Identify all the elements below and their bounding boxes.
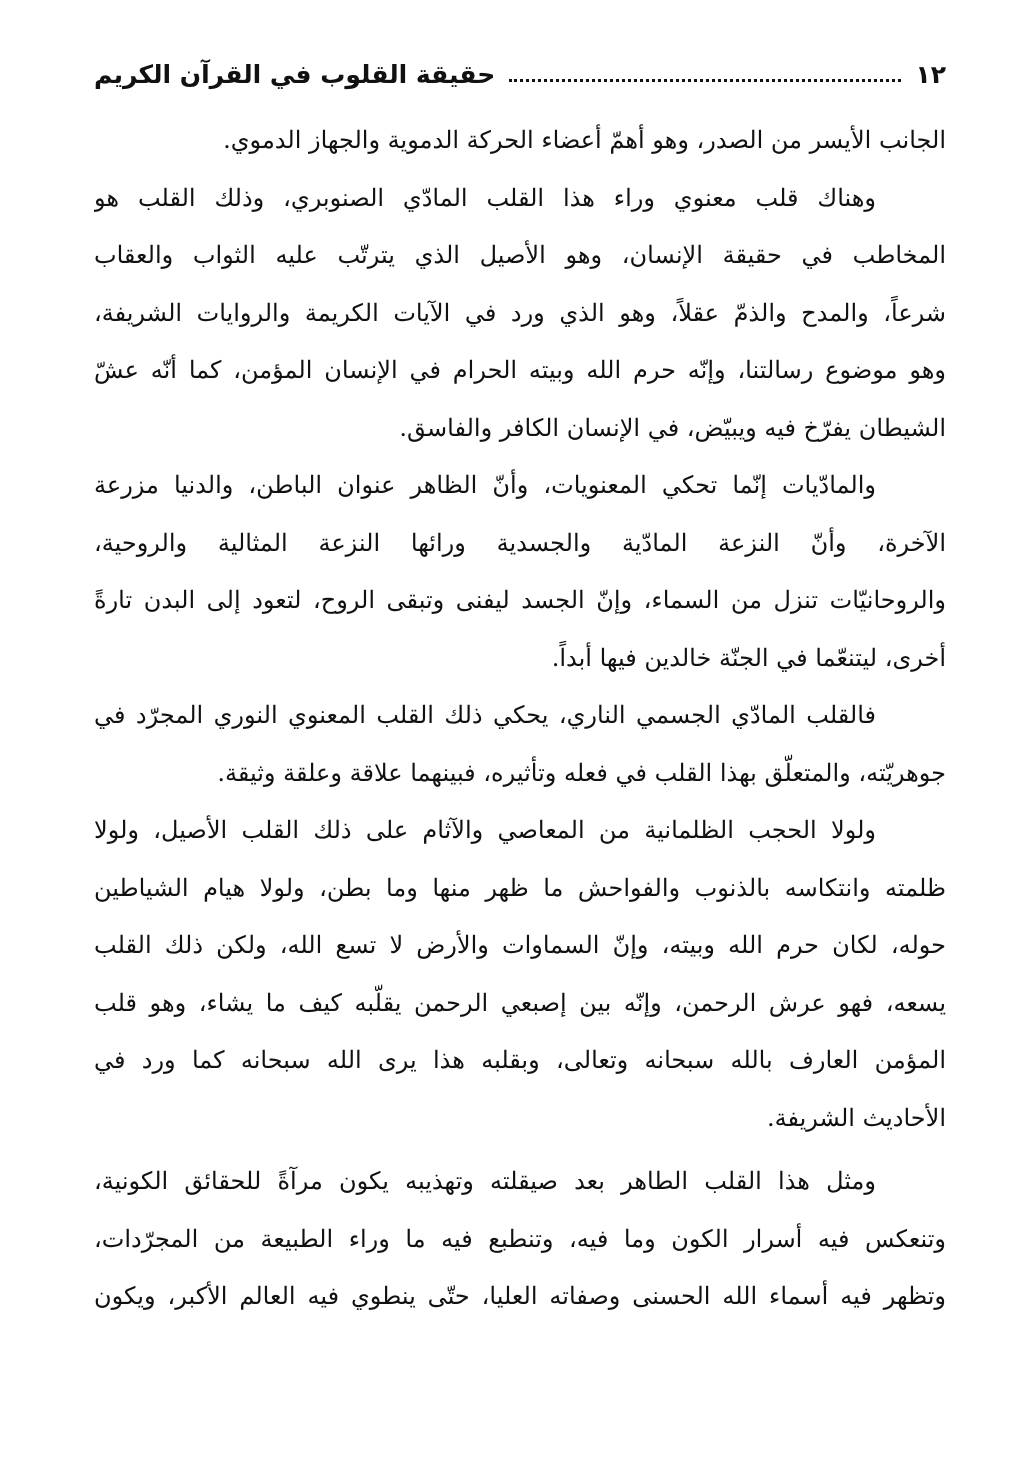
text-line: الآخرة، وأنّ النزعة المادّية والجسدية ورائها النزعة المثالية والروحية، <box>94 528 946 557</box>
paragraph <box>94 687 946 802</box>
paragraph <box>94 1153 946 1326</box>
text-line: ظلمته وانتكاسه بالذنوب والفواحش ما ظهر منها وما بطن، ولولا هيام الشياطين <box>94 873 946 902</box>
text-line: الأحاديث الشريفة. <box>766 1103 946 1132</box>
paragraph <box>94 802 946 1147</box>
text-line: المؤمن العارف بالله سبحانه وتعالى، وبقلبه هذا يرى الله سبحانه كما ورد في <box>94 1046 946 1074</box>
text-line: ومثل هذا القلب الطاهر بعد صيقلته وتهذيبه يكون مرآةً للحقائق الكونية، <box>94 1167 876 1195</box>
body-text <box>94 112 946 1326</box>
text-line: والمادّيات إنّما تحكي المعنويات، وأنّ الظاهر عنوان الباطن، والدنيا مزرعة <box>94 471 876 499</box>
text-line: جوهريّته، والمتعلّق بهذا القلب في فعله وتأثيره، فبينهما علاقة وعلقة وثيقة. <box>217 758 946 787</box>
text-line: وهو موضوع رسالتنا، وإنّه حرم الله وبيته الحرام في الإنسان المؤمن، كما أنّه عشّ <box>94 356 946 384</box>
text-line: وتظهر فيه أسماء الله الحسنى وصفاته العليا، حتّى ينطوي فيه العالم الأكبر، ويكون <box>94 1282 946 1310</box>
page-number: ١٢ <box>915 59 946 89</box>
paragraph <box>94 112 946 170</box>
text-line: وهناك قلب معنوي وراء هذا القلب المادّي الصنوبري، وذلك القلب هو <box>94 183 876 212</box>
paragraph <box>94 457 946 687</box>
text-line: أخرى، ليتنعّما في الجنّة خالدين فيها أبداً. <box>551 643 946 672</box>
text-line: فالقلب المادّي الجسمي الناري، يحكي ذلك القلب المعنوي النوري المجرّد في <box>94 701 876 729</box>
text-line: ولولا الحجب الظلمانية من المعاصي والآثام على ذلك القلب الأصيل، ولولا <box>94 816 876 844</box>
leader-dots <box>509 79 901 82</box>
text-line: المخاطب في حقيقة الإنسان، وهو الأصيل الذي يترتّب عليه الثواب والعقاب <box>94 241 946 269</box>
text-line: شرعاً، والمدح والذمّ عقلاً، وهو الذي ورد في الآيات الكريمة والروايات الشريفة، <box>94 298 946 327</box>
text-line: يسعه، فهو عرش الرحمن، وإنّه بين إصبعي الرحمن يقلّبه كيف ما يشاء، وهو قلب <box>94 988 946 1017</box>
running-title: حقيقة القلوب في القرآن الكريم <box>94 59 496 89</box>
text-line: حوله، لكان حرم الله وبيته، وإنّ السماوات والأرض لا تسع الله، ولكن ذلك القلب <box>94 931 946 959</box>
text-line: الجانب الأيسر من الصدر، وهو أهمّ أعضاء الحركة الدموية والجهاز الدموي. <box>223 126 946 154</box>
page-header <box>94 52 946 96</box>
text-line: الشيطان يفرّخ فيه ويبيّض، في الإنسان الكافر والفاسق. <box>399 413 946 442</box>
text-line: والروحانيّات تنزل من السماء، وإنّ الجسد ليفنى وتبقى الروح، لتعود إلى البدن تارةً <box>94 586 946 614</box>
text-line: وتنعكس فيه أسرار الكون وما فيه، وتنطبع فيه ما وراء الطبيعة من المجرّدات، <box>94 1224 946 1253</box>
paragraph <box>94 170 946 458</box>
